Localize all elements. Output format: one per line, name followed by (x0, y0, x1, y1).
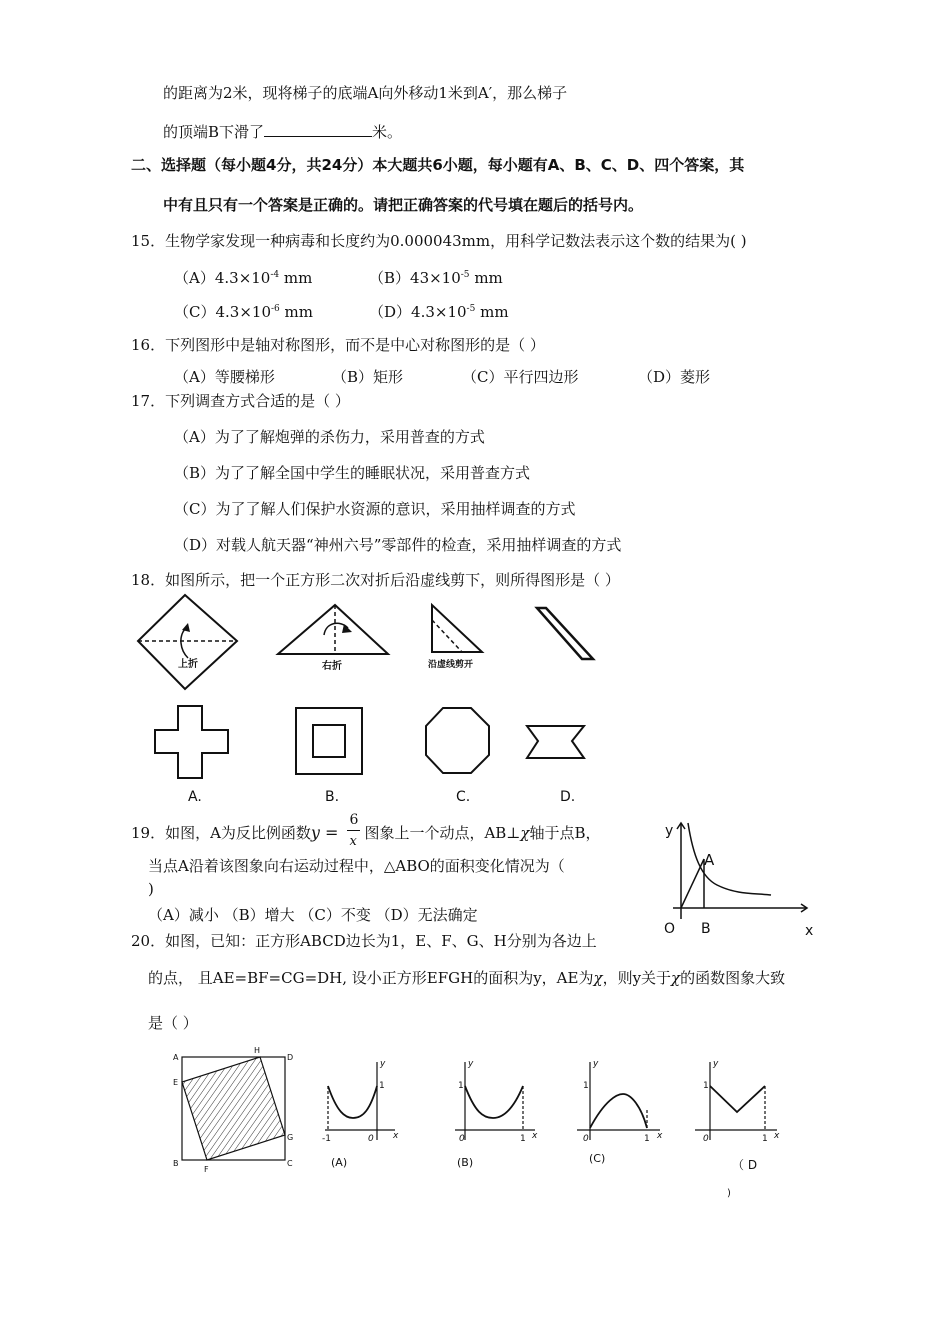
label-b: B (173, 1159, 179, 1168)
graph-x-label: x (805, 923, 814, 939)
q16-option-b: （B）矩形 (332, 368, 404, 386)
graph-b-y: y (468, 1059, 474, 1069)
label-a: A (173, 1053, 179, 1062)
graph-c-x: x (657, 1131, 663, 1141)
fold-right-label: 右折 (322, 661, 342, 672)
graph-c-y: y (593, 1059, 599, 1069)
graph-a-neg1: -1 (322, 1134, 331, 1144)
cut-triangle (432, 605, 482, 652)
label-c: C (287, 1159, 293, 1168)
graph-c-1: 1 (583, 1081, 589, 1091)
fold-arrow-up (181, 628, 188, 658)
q17-option-a: （A）为了了解炮弹的杀伤力，采用普查的方式 (174, 428, 485, 446)
q15-option-d (369, 305, 509, 320)
q15-option-a (174, 271, 312, 286)
graph-d-0: 0 (703, 1134, 709, 1144)
q16-option-c: （C）平行四边形 (462, 368, 579, 386)
graph-c-1x: 1 (644, 1134, 650, 1144)
graph-d-polyline (710, 1086, 765, 1112)
q15-stem: 15．生物学家发现一种病毒和长度约为0.000043mm，用科学记数法表示这个数的结果为( ) (131, 232, 747, 250)
q15-b-unit: mm (469, 269, 503, 287)
q20-stem: 20．如图，已知：正方形ABCD边长为1，E、F、G、H分别为各边上 (131, 932, 597, 950)
caption-b: (B) (457, 1156, 474, 1169)
option-b-inner-square (313, 725, 345, 757)
q15-a-base: （A）4.3×10 (174, 269, 271, 287)
graph-origin: O (664, 921, 676, 937)
q19-line2: 当点A沿着该图象向右运动过程中，△ABO的面积变化情况为（ (148, 857, 565, 875)
q20-figures (165, 1040, 815, 1205)
caption-d: （ D (732, 1158, 758, 1172)
section2-line1: 二、选择题（每小题4分，共24分）本大题共6小题，每小题有A、B、C、D、四个答案，其 (131, 156, 745, 174)
graph-a-y: y (380, 1059, 386, 1069)
graph-b-curve (465, 1086, 523, 1118)
q19-stem-b: 图象上一个动点，AB⊥ (364, 824, 521, 842)
graph-a-0: 0 (368, 1134, 374, 1144)
q20-line2-a: 的点， 且AE=BF=CG=DH, 设小正方形EFGH的面积为y，AE为 (148, 969, 594, 987)
label-f: F (204, 1165, 209, 1174)
graph-c-0: 0 (583, 1134, 589, 1144)
q14-line2-unit: 米。 (372, 123, 403, 141)
option-d-bowtie (527, 726, 584, 758)
graph-a-1: 1 (379, 1081, 385, 1091)
graph-d-y: y (713, 1059, 719, 1069)
q19-line3: ) (148, 880, 154, 898)
q15-a-exp: -4 (270, 270, 280, 280)
q19-y-equals: y = (310, 823, 339, 842)
graph-a-x: x (393, 1131, 399, 1141)
folded-diamond (138, 595, 237, 689)
cut-label: 沿虚线剪开 (428, 660, 474, 670)
q19-stem (131, 812, 601, 849)
q16-option-d: （D）菱形 (638, 368, 711, 386)
fraction-numerator: 6 (349, 812, 359, 828)
q15-option-b (369, 271, 503, 286)
fraction-denominator: x (349, 834, 357, 849)
q20-chi-1: χ (593, 969, 603, 987)
option-c-octagon (426, 708, 489, 773)
q17-option-b: （B）为了了解全国中学生的睡眠状况，采用普查方式 (174, 464, 531, 482)
q19-stem-c: 轴于点B， (529, 824, 601, 842)
q14-line1: 的距离为2米，现将梯子的底端A向外移动1米到A′，那么梯子 (163, 84, 568, 102)
q16-stem: 16．下列图形中是轴对称图形，而不是中心对称图形的是（ ） (131, 336, 545, 354)
q20-line2 (148, 971, 785, 986)
square-efgh (182, 1057, 285, 1160)
segment-oa (681, 859, 704, 908)
q16-option-a: （A）等腰梯形 (174, 368, 275, 386)
q15-a-unit: mm (279, 269, 313, 287)
label-e: E (173, 1078, 179, 1087)
q15-option-c (174, 305, 313, 320)
q18-stem: 18．如图所示，把一个正方形二次对折后沿虚线剪下，则所得图形是（ ） (131, 571, 620, 589)
label-d: D (287, 1053, 294, 1062)
graph-y-label: y (665, 823, 674, 839)
q17-option-d: （D）对载人航天器“神州六号”零部件的检查，采用抽样调查的方式 (174, 536, 622, 554)
graph-d-1: 1 (703, 1081, 709, 1091)
graph-c-curve (590, 1094, 647, 1128)
graph-point-a: A (704, 851, 715, 869)
caption-c: (C) (589, 1152, 606, 1165)
graph-point-b: B (701, 921, 711, 937)
q15-c-unit: mm (279, 303, 313, 321)
folded-triangle (278, 605, 388, 654)
cut-strip (537, 608, 593, 659)
caption-d-close: ) (727, 1188, 731, 1199)
q15-d-base: （D）4.3×10 (369, 303, 467, 321)
q19-chi: χ (520, 824, 530, 842)
q17-stem: 17．下列调查方式合适的是（ ） (131, 392, 350, 410)
answer-blank (264, 122, 372, 137)
q19-hyperbola-graph (655, 815, 825, 940)
graph-b-0: 0 (459, 1134, 465, 1144)
q20-line3: 是（ ） (148, 1014, 198, 1032)
q19-stem-a: 19．如图，A为反比例函数 (131, 824, 311, 842)
option-b-outer-square (296, 708, 362, 774)
q15-d-unit: mm (475, 303, 509, 321)
q14-line2 (163, 122, 402, 140)
option-b-label: B. (325, 789, 340, 805)
option-a-label: A. (188, 789, 202, 805)
q15-b-base: （B）43×10 (369, 269, 461, 287)
q14-line2-text: 的顶端B下滑了 (163, 123, 265, 141)
caption-a: (A) (331, 1156, 348, 1169)
q20-chi-2: χ (671, 969, 681, 987)
graph-a-curve (328, 1086, 377, 1118)
option-d-label: D. (560, 789, 576, 805)
graph-b-1x: 1 (520, 1134, 526, 1144)
q19-options: （A）减小 （B）增大 （C）不变 （D）无法确定 (148, 906, 478, 924)
option-a-cross (155, 706, 228, 778)
option-c-label: C. (456, 789, 471, 805)
hyperbola-curve (688, 823, 771, 895)
graph-d-1x: 1 (762, 1134, 768, 1144)
graph-b-1: 1 (458, 1081, 464, 1091)
q20-line2-c: 的函数图象大致 (680, 969, 786, 987)
label-h: H (254, 1046, 261, 1055)
q17-option-c: （C）为了了解人们保护水资源的意识，采用抽样调查的方式 (174, 500, 576, 518)
fraction-bar (347, 830, 360, 831)
label-g: G (287, 1133, 294, 1142)
fold-up-label: 上折 (178, 659, 198, 670)
q15-c-base: （C）4.3×10 (174, 303, 271, 321)
q18-folding-figures (130, 590, 630, 810)
q20-line2-b: ，则y关于 (602, 969, 672, 987)
graph-d-x: x (774, 1131, 780, 1141)
fraction-6-over-x (340, 812, 362, 849)
q15-c-exp: -6 (271, 304, 280, 314)
graph-b-x: x (532, 1131, 538, 1141)
section2-line2: 中有且只有一个答案是正确的。请把正确答案的代号填在题后的括号内。 (163, 196, 644, 214)
q15-d-exp: -5 (466, 304, 476, 314)
q15-b-exp: -5 (460, 270, 470, 280)
